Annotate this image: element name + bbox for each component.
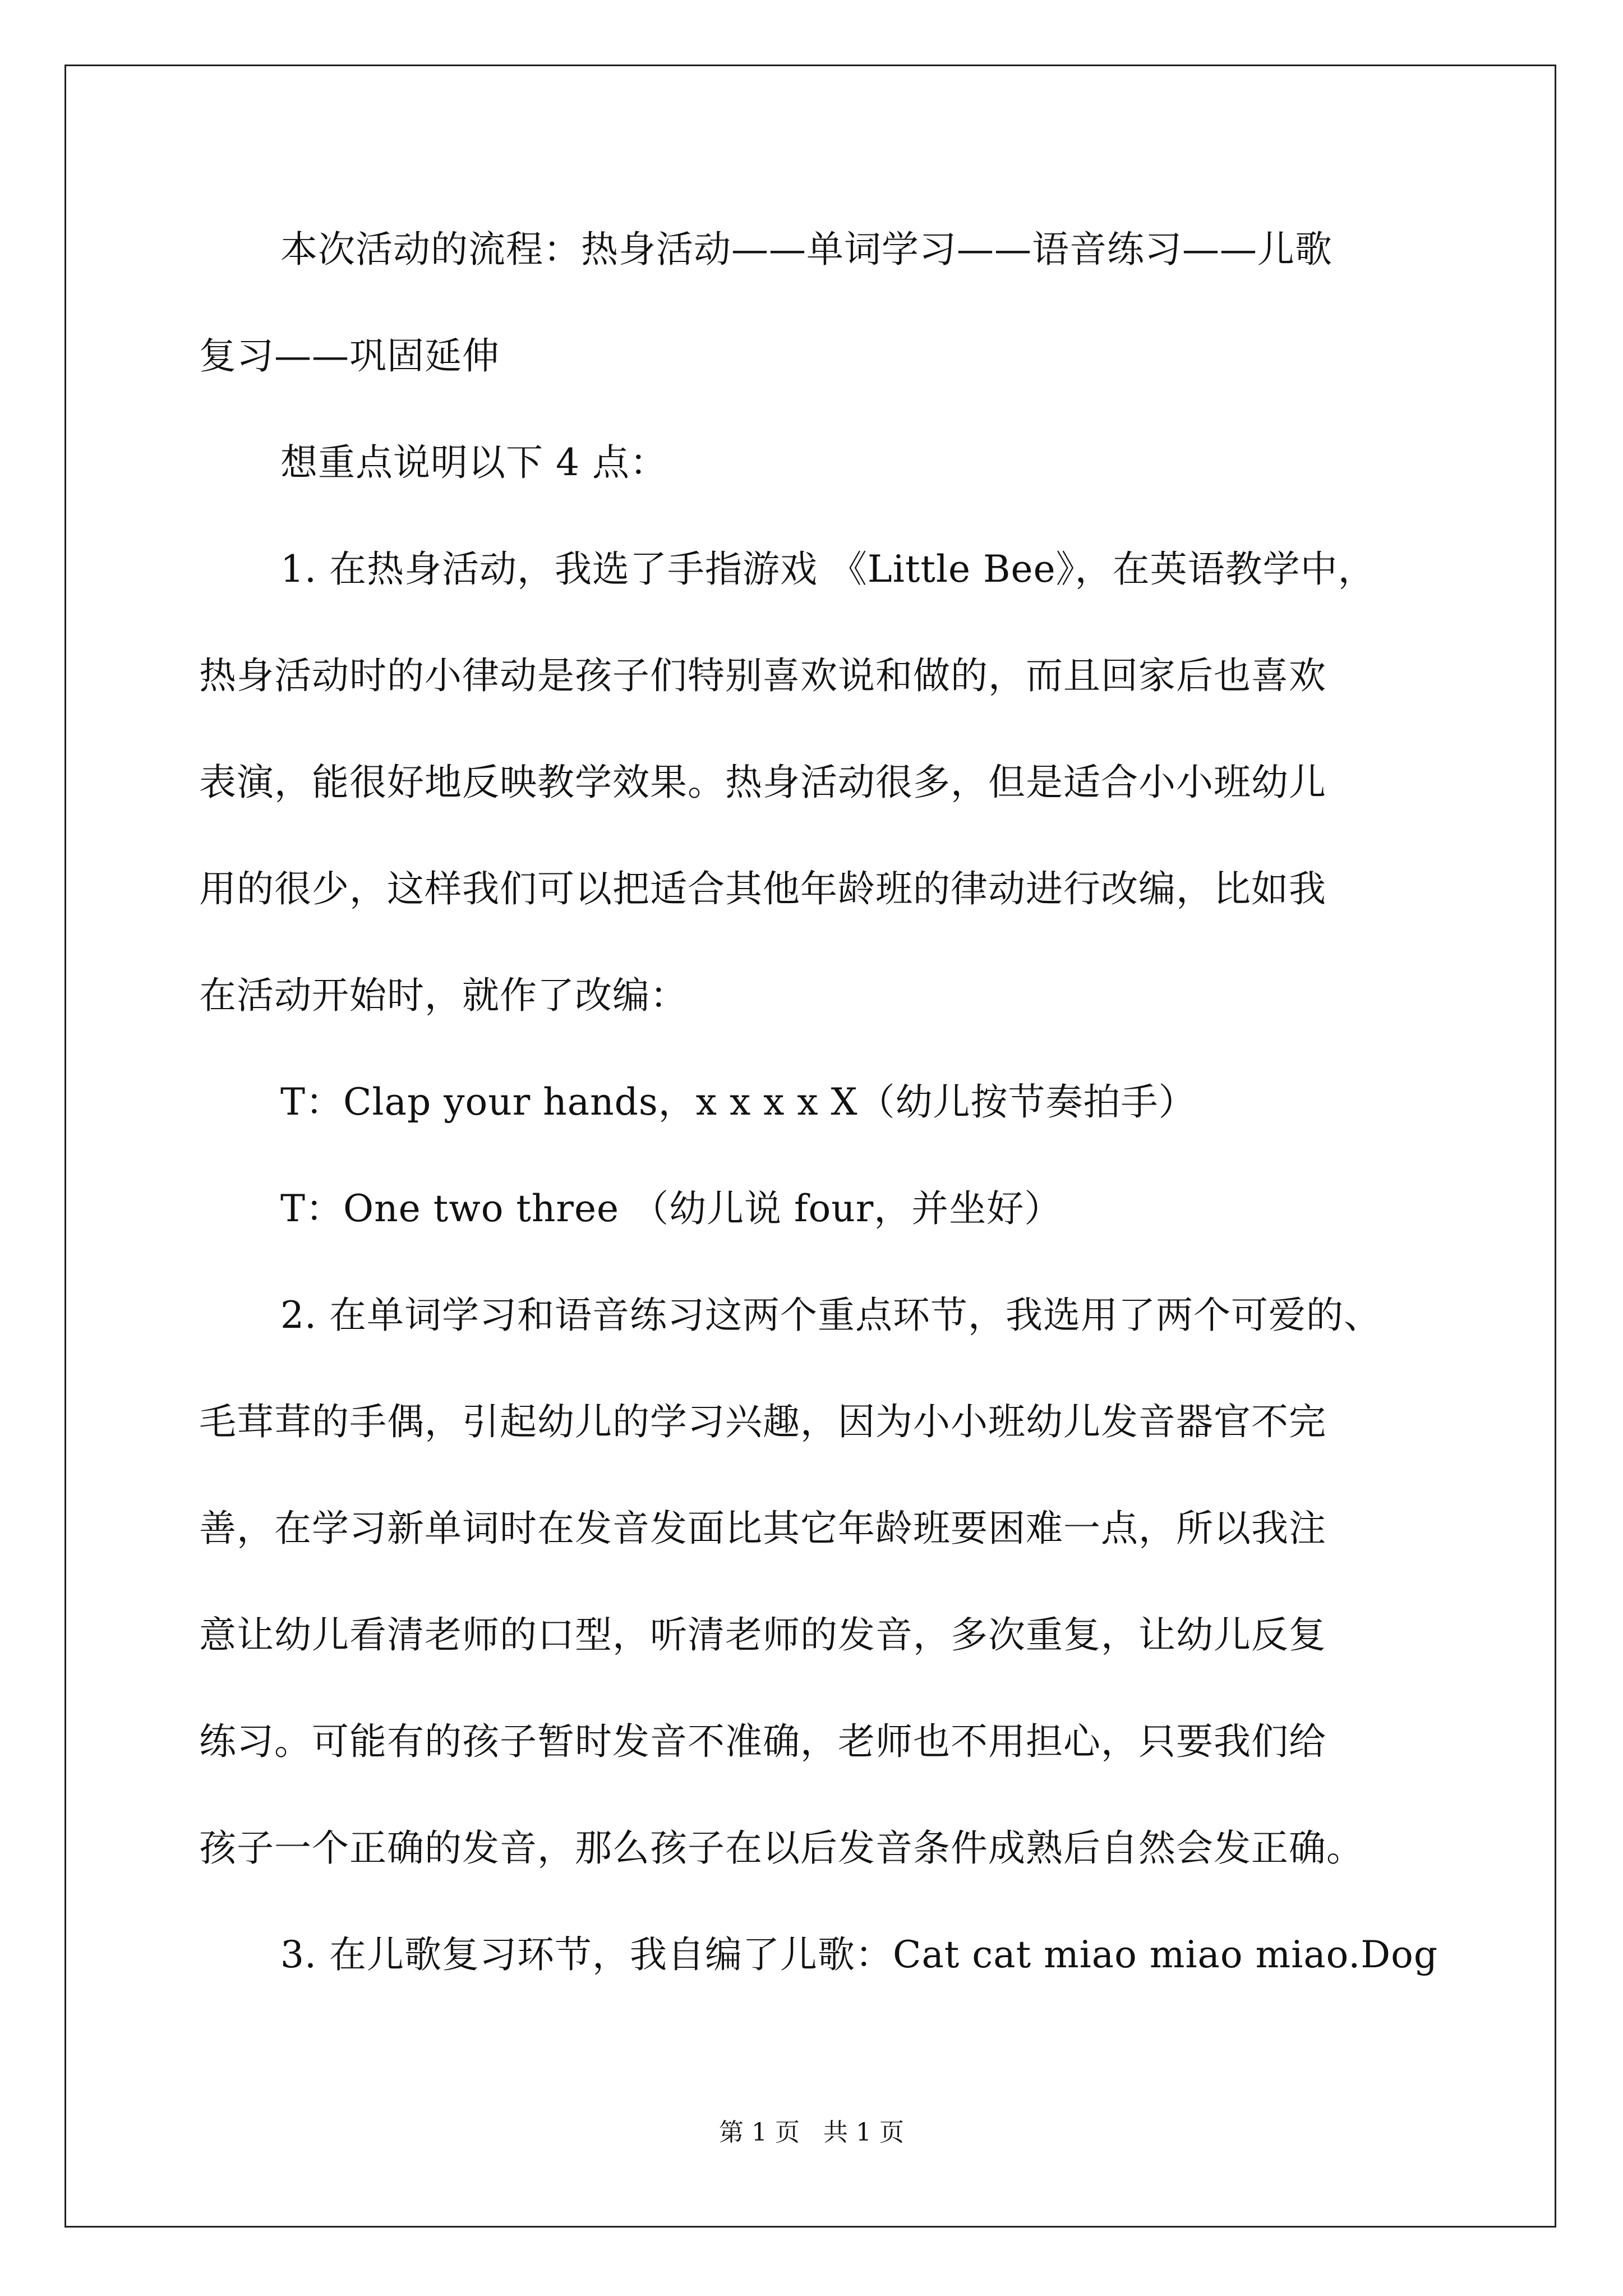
paragraph-line: 毛茸茸的手偶，引起幼儿的学习兴趣，因为小小班幼儿发音器官不完 <box>199 1400 1326 1443</box>
paragraph-line: 表演，能很好地反映教学效果。热身活动很多，但是适合小小班幼儿 <box>199 761 1326 804</box>
paragraph-line: 用的很少，这样我们可以把适合其他年龄班的律动进行改编，比如我 <box>199 867 1326 910</box>
paragraph-line: T：Clap your hands，x x x x X（幼儿按节奏拍手） <box>280 1080 1196 1124</box>
paragraph-line: 2. 在单词学习和语音练习这两个重点环节，我选用了两个可爱的、 <box>280 1294 1381 1337</box>
paragraph-line: 练习。可能有的孩子暂时发音不准确，老师也不用担心，只要我们给 <box>199 1720 1326 1763</box>
page-footer <box>0 2112 1623 2148</box>
paragraph-line: 想重点说明以下 4 点： <box>280 441 667 484</box>
page-total: 共 1 页 <box>823 2118 904 2147</box>
page-border <box>64 65 1556 2228</box>
paragraph-line: 本次活动的流程：热身活动——单词学习——语音练习——儿歌 <box>280 228 1332 271</box>
paragraph-line: 善，在学习新单词时在发音发面比其它年龄班要困难一点，所以我注 <box>199 1507 1326 1550</box>
paragraph-line: 热身活动时的小律动是孩子们特别喜欢说和做的，而且回家后也喜欢 <box>199 654 1326 697</box>
page-number: 第 1 页 <box>719 2118 800 2147</box>
paragraph-line: 3. 在儿歌复习环节，我自编了儿歌：Cat cat miao miao miao.Dog <box>280 1933 1438 1976</box>
paragraph-line: 意让幼儿看清老师的口型，听清老师的发音，多次重复，让幼儿反复 <box>199 1613 1326 1657</box>
paragraph-line: 在活动开始时，就作了改编： <box>199 974 688 1017</box>
paragraph-line: 孩子一个正确的发音，那么孩子在以后发音条件成熟后自然会发正确。 <box>199 1826 1364 1870</box>
paragraph-line: T：One two three （幼儿说 four，并坐好） <box>280 1187 1062 1230</box>
paragraph-line: 1. 在热身活动，我选了手指游戏 《Little Bee》，在英语教学中， <box>280 547 1376 591</box>
paragraph-line: 复习——巩固延伸 <box>199 334 500 378</box>
